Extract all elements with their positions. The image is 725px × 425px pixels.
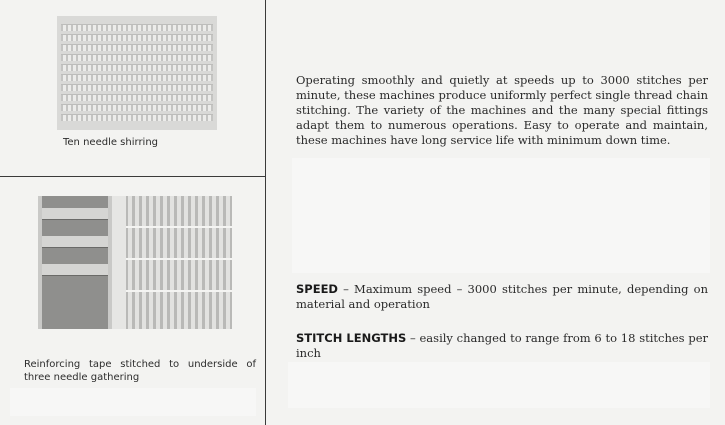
photo-divider xyxy=(0,176,266,177)
stitch-lengths-spec xyxy=(296,331,708,361)
blank-area xyxy=(10,388,256,416)
gathering-caption: Reinforcing tape stitched to underside of three needle gathering xyxy=(24,359,256,383)
speed-text: – Maximum speed – 3000 stitches per minute, depending on material and operation xyxy=(296,282,708,311)
speed-label: SPEED xyxy=(296,282,338,296)
stitch-lengths-text: – easily changed to range from 6 to 18 stitches per inch xyxy=(296,331,709,360)
gathering-photo xyxy=(38,196,232,329)
stitch-lengths-label: STITCH LENGTHS xyxy=(296,331,407,345)
blank-area xyxy=(292,158,710,273)
description-paragraph: Operating smoothly and quietly at speeds up to 3000 stitches per minute, these machines produce uniformly perfect single thread chain stitching. The variety of the machines and the many special fittings adapt them to numerous operations. Easy to operate and maintain, these machines have long service life with minimum down time. xyxy=(296,73,708,147)
shirring-photo xyxy=(57,16,217,130)
column-divider xyxy=(265,0,266,425)
blank-area xyxy=(288,362,710,408)
shirring-caption: Ten needle shirring xyxy=(63,137,159,148)
speed-spec xyxy=(296,282,708,312)
